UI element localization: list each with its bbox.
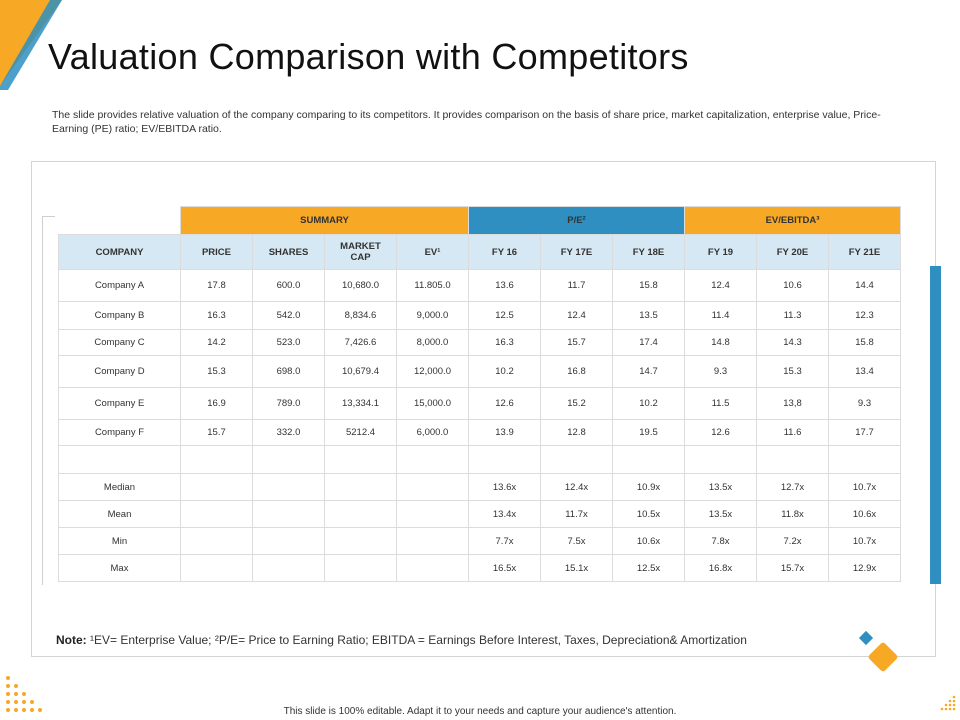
table-cell: 523.0 <box>253 330 325 356</box>
table-cell <box>757 446 829 474</box>
table-cell <box>469 446 541 474</box>
column-header: FY 20E <box>757 235 829 270</box>
slide-description: The slide provides relative valuation of the company comparing to its competitors. It provides comparison on the basis of share price, market capitalization, enterprise value, Price-Earning (PE) ratio; EV/EBITDA ratio. <box>52 109 881 135</box>
table-cell <box>325 528 397 555</box>
note-label: Note: <box>56 633 87 647</box>
table-cell: 13.6x <box>469 474 541 501</box>
table-cell: 15.8 <box>829 330 901 356</box>
table-cell: 11.5 <box>685 388 757 420</box>
footer-text: This slide is 100% editable. Adapt it to your needs and capture your audience's attention. <box>283 706 677 717</box>
table-row <box>59 270 901 302</box>
table-cell <box>181 528 253 555</box>
table-cell <box>253 501 325 528</box>
column-header: PRICE <box>181 235 253 270</box>
table-cell: 12.6 <box>685 420 757 446</box>
table-cell: 13.9 <box>469 420 541 446</box>
row-label-cell: Mean <box>59 501 181 528</box>
page-title: Valuation Comparison with Competitors <box>48 36 689 77</box>
table-cell: 11.7x <box>541 501 613 528</box>
diamond-decoration <box>858 630 904 678</box>
table-cell: 12.4 <box>541 302 613 330</box>
table-cell: 13.5x <box>685 501 757 528</box>
note-text: ¹EV= Enterprise Value; ²P/E= Price to Earning Ratio; EBITDA = Earnings Before Interest, Taxes, Depreciation& Amortization <box>86 633 747 647</box>
table-cell: 15.8 <box>613 270 685 302</box>
table-cell: 14.3 <box>757 330 829 356</box>
group-ev-ebitda: EV/EBITDA³ <box>685 207 901 235</box>
table-cell <box>397 528 469 555</box>
table-cell: 16.8 <box>541 356 613 388</box>
column-header: SHARES <box>253 235 325 270</box>
table-cell: 13.5x <box>685 474 757 501</box>
table-cell <box>253 555 325 582</box>
table-cell: 789.0 <box>253 388 325 420</box>
table-cell: 15.2 <box>541 388 613 420</box>
table-cell: 332.0 <box>253 420 325 446</box>
table-cell <box>541 446 613 474</box>
table-cell <box>829 446 901 474</box>
table-cell: 14.7 <box>613 356 685 388</box>
table-cell: 12.9x <box>829 555 901 582</box>
table-cell: 15.7x <box>757 555 829 582</box>
valuation-table <box>58 206 901 582</box>
table-cell: 10.5x <box>613 501 685 528</box>
table-cell: 11.6 <box>757 420 829 446</box>
table-row <box>59 474 901 501</box>
row-label-cell: Company B <box>59 302 181 330</box>
table-cell <box>325 474 397 501</box>
table-cell: 15,000.0 <box>397 388 469 420</box>
row-label-cell: Company E <box>59 388 181 420</box>
table-cell: 14.4 <box>829 270 901 302</box>
table-row <box>59 501 901 528</box>
table-cell <box>253 446 325 474</box>
table-cell: 7.8x <box>685 528 757 555</box>
table-cell: 17.8 <box>181 270 253 302</box>
table-cell: 16.5x <box>469 555 541 582</box>
table-cell <box>325 555 397 582</box>
row-label-cell: Median <box>59 474 181 501</box>
table-cell: 11.7 <box>541 270 613 302</box>
row-label-cell <box>59 446 181 474</box>
table-cell: 10.2 <box>613 388 685 420</box>
table-cell: 10,679.4 <box>325 356 397 388</box>
table-cell <box>253 474 325 501</box>
row-label-cell: Company D <box>59 356 181 388</box>
table-cell: 13.4x <box>469 501 541 528</box>
table-cell <box>181 474 253 501</box>
table-cell <box>397 501 469 528</box>
table-cell: 17.7 <box>829 420 901 446</box>
table-cell: 16.9 <box>181 388 253 420</box>
table-cell: 11.805.0 <box>397 270 469 302</box>
column-header: FY 18E <box>613 235 685 270</box>
row-label-cell: Company C <box>59 330 181 356</box>
table-cell: 9,000.0 <box>397 302 469 330</box>
table-cell: 13,334.1 <box>325 388 397 420</box>
table-cell: 14.2 <box>181 330 253 356</box>
table-cell: 12.7x <box>757 474 829 501</box>
table-row <box>59 555 901 582</box>
table-cell <box>181 446 253 474</box>
group-header-row <box>59 207 901 235</box>
table-cell <box>325 446 397 474</box>
group-header-blank <box>59 207 181 235</box>
table-cell <box>325 501 397 528</box>
table-cell: 13.5 <box>613 302 685 330</box>
table-cell: 10.7x <box>829 528 901 555</box>
table-cell: 16.3 <box>469 330 541 356</box>
table-cell: 16.8x <box>685 555 757 582</box>
table-cell: 11.4 <box>685 302 757 330</box>
table-cell: 12.4 <box>685 270 757 302</box>
table-cell: 7.2x <box>757 528 829 555</box>
bracket-line <box>42 216 55 585</box>
table-cell: 698.0 <box>253 356 325 388</box>
column-header: MARKET CAP <box>325 235 397 270</box>
table-cell: 10.6 <box>757 270 829 302</box>
table-cell: 19.5 <box>613 420 685 446</box>
row-label-cell: Max <box>59 555 181 582</box>
table-cell: 5212.4 <box>325 420 397 446</box>
table-cell: 17.4 <box>613 330 685 356</box>
row-label-cell: Company F <box>59 420 181 446</box>
group-pe: P/E² <box>469 207 685 235</box>
column-header: FY 17E <box>541 235 613 270</box>
table-cell: 10.7x <box>829 474 901 501</box>
table-cell: 13.6 <box>469 270 541 302</box>
table-cell: 13.4 <box>829 356 901 388</box>
table-cell: 15.3 <box>757 356 829 388</box>
table-row <box>59 356 901 388</box>
table-cell: 10,680.0 <box>325 270 397 302</box>
table-cell: 10.9x <box>613 474 685 501</box>
group-summary: SUMMARY <box>181 207 469 235</box>
table-cell: 12.5x <box>613 555 685 582</box>
column-header: FY 19 <box>685 235 757 270</box>
table-cell: 9.3 <box>829 388 901 420</box>
table-cell: 542.0 <box>253 302 325 330</box>
table-cell: 10.6x <box>829 501 901 528</box>
table-cell <box>253 528 325 555</box>
table-cell <box>181 501 253 528</box>
table-row <box>59 420 901 446</box>
footnote <box>56 633 747 647</box>
table-cell: 10.2 <box>469 356 541 388</box>
column-header: COMPANY <box>59 235 181 270</box>
column-header-row <box>59 235 901 270</box>
table-row <box>59 446 901 474</box>
column-header: EV¹ <box>397 235 469 270</box>
table-cell <box>181 555 253 582</box>
table-cell: 8,000.0 <box>397 330 469 356</box>
table-cell: 7.5x <box>541 528 613 555</box>
table-cell: 16.3 <box>181 302 253 330</box>
table-cell: 6,000.0 <box>397 420 469 446</box>
table-cell: 12.5 <box>469 302 541 330</box>
table-cell: 8,834.6 <box>325 302 397 330</box>
side-accent-bar <box>930 266 941 584</box>
table-cell: 15.7 <box>181 420 253 446</box>
column-header: FY 16 <box>469 235 541 270</box>
table-row <box>59 330 901 356</box>
table-cell: 12.4x <box>541 474 613 501</box>
row-label-cell: Min <box>59 528 181 555</box>
table-row <box>59 528 901 555</box>
column-header: FY 21E <box>829 235 901 270</box>
table-cell: 14.8 <box>685 330 757 356</box>
table-cell <box>397 474 469 501</box>
table-cell: 15.1x <box>541 555 613 582</box>
table-cell <box>613 446 685 474</box>
table-cell: 7,426.6 <box>325 330 397 356</box>
table-cell: 11.3 <box>757 302 829 330</box>
table-cell: 600.0 <box>253 270 325 302</box>
table-cell <box>685 446 757 474</box>
table-cell: 15.7 <box>541 330 613 356</box>
table-cell: 7.7x <box>469 528 541 555</box>
table-cell: 11.8x <box>757 501 829 528</box>
table-cell: 15.3 <box>181 356 253 388</box>
row-label-cell: Company A <box>59 270 181 302</box>
table-row <box>59 302 901 330</box>
table-cell: 12.8 <box>541 420 613 446</box>
table-cell: 9.3 <box>685 356 757 388</box>
table-cell <box>397 555 469 582</box>
table-cell: 12.6 <box>469 388 541 420</box>
table-cell <box>397 446 469 474</box>
table-row <box>59 388 901 420</box>
table-cell: 13,8 <box>757 388 829 420</box>
table-cell: 12.3 <box>829 302 901 330</box>
table-cell: 10.6x <box>613 528 685 555</box>
table-cell: 12,000.0 <box>397 356 469 388</box>
